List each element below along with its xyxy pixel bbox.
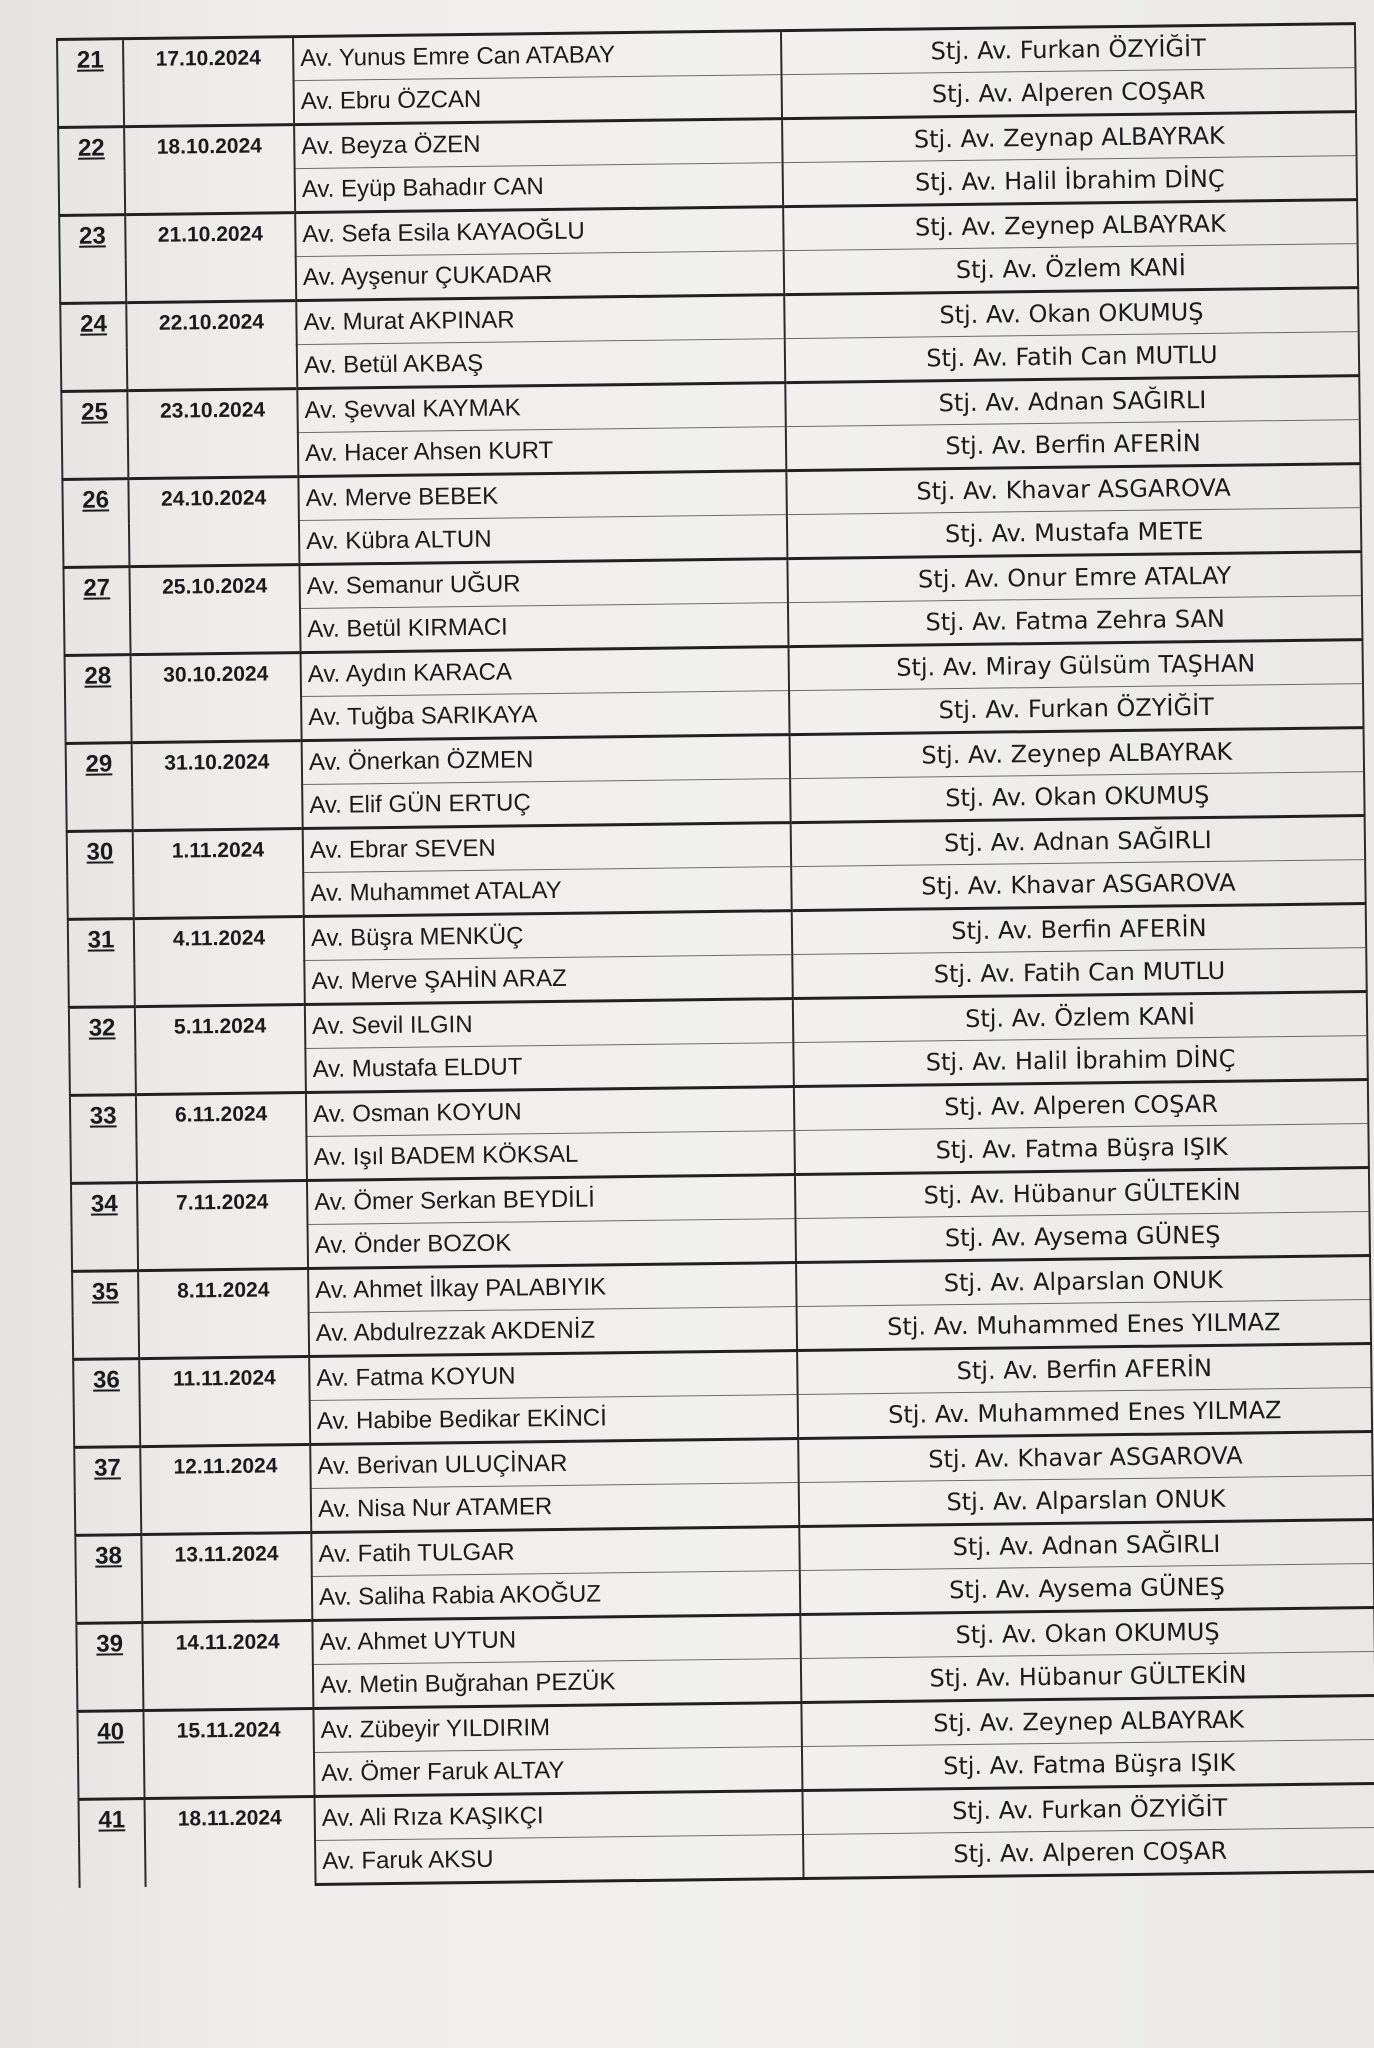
lawyer-name: Av. Eyüp Bahadır CAN xyxy=(295,163,784,213)
row-number: 22 xyxy=(58,127,125,216)
duty-date: 22.10.2024 xyxy=(126,301,297,391)
lawyer-name: Av. Önerkan ÖZMEN xyxy=(302,735,791,785)
lawyer-name: Av. Beyza ÖZEN xyxy=(294,119,783,169)
intern-name: Stj. Av. Alperen COŞAR xyxy=(782,68,1356,119)
duty-table xyxy=(56,22,1374,1889)
intern-name: Stj. Av. Aysema GÜNEŞ xyxy=(795,1212,1369,1263)
intern-name: Stj. Av. Khavar ASGAROVA xyxy=(791,860,1365,911)
row-number: 23 xyxy=(59,215,126,304)
lawyer-name: Av. Kübra ALTUN xyxy=(299,515,788,565)
duty-date: 15.11.2024 xyxy=(143,1708,314,1798)
row-number: 32 xyxy=(69,1007,136,1096)
duty-date: 5.11.2024 xyxy=(135,1005,306,1095)
lawyer-name: Av. Ömer Faruk ALTAY xyxy=(314,1747,803,1797)
row-number: 26 xyxy=(62,479,129,568)
duty-date: 8.11.2024 xyxy=(138,1269,309,1359)
intern-name: Stj. Av. Mustafa METE xyxy=(787,508,1361,559)
intern-name: Stj. Av. Özlem KANİ xyxy=(793,992,1367,1043)
lawyer-name: Av. Nisa Nur ATAMER xyxy=(311,1483,800,1533)
row-number: 41 xyxy=(79,1799,146,1888)
lawyer-name: Av. Metin Buğrahan PEZÜK xyxy=(313,1659,802,1709)
intern-name: Stj. Av. Hübanur GÜLTEKİN xyxy=(795,1168,1369,1219)
lawyer-name: Av. Zübeyir YILDIRIM xyxy=(313,1703,802,1753)
lawyer-name: Av. Merve BEBEK xyxy=(298,471,787,521)
lawyer-name: Av. Büşra MENKÜÇ xyxy=(304,911,793,961)
row-number: 35 xyxy=(72,1271,139,1360)
row-number: 24 xyxy=(60,303,127,392)
lawyer-name: Av. Berivan ULUÇİNAR xyxy=(310,1439,799,1489)
duty-date: 23.10.2024 xyxy=(127,389,298,479)
intern-name: Stj. Av. Onur Emre ATALAY xyxy=(787,552,1361,603)
duty-date: 18.11.2024 xyxy=(145,1796,316,1886)
intern-name: Stj. Av. Özlem KANİ xyxy=(784,244,1358,295)
intern-name: Stj. Av. Adnan SAĞIRLI xyxy=(791,816,1365,867)
lawyer-name: Av. Işıl BADEM KÖKSAL xyxy=(306,1131,795,1181)
lawyer-name: Av. Tuğba SARIKAYA xyxy=(301,691,790,741)
intern-name: Stj. Av. Miray Gülsüm TAŞHAN xyxy=(788,640,1362,691)
intern-name: Stj. Av. Muhammed Enes YILMAZ xyxy=(797,1300,1371,1351)
row-number: 25 xyxy=(61,391,128,480)
lawyer-name: Av. Saliha Rabia AKOĞUZ xyxy=(312,1571,801,1621)
intern-name: Stj. Av. Fatma Büşra IŞIK xyxy=(802,1740,1374,1791)
duty-date: 14.11.2024 xyxy=(142,1620,313,1710)
intern-name: Stj. Av. Zeynep ALBAYRAK xyxy=(801,1696,1374,1747)
row-number: 38 xyxy=(75,1535,142,1624)
lawyer-name: Av. Semanur UĞUR xyxy=(299,559,788,609)
lawyer-name: Av. Merve ŞAHİN ARAZ xyxy=(304,955,793,1005)
lawyer-name: Av. Faruk AKSU xyxy=(315,1835,804,1885)
intern-name: Stj. Av. Berfin AFERİN xyxy=(792,904,1366,955)
lawyer-name: Av. Şevval KAYMAK xyxy=(297,383,786,433)
intern-name: Stj. Av. Adnan SAĞIRLI xyxy=(799,1520,1373,1571)
lawyer-name: Av. Sefa Esila KAYAOĞLU xyxy=(295,207,784,257)
lawyer-name: Av. Ahmet UYTUN xyxy=(312,1615,801,1665)
intern-name: Stj. Av. Alperen COŞAR xyxy=(794,1080,1368,1131)
duty-date: 30.10.2024 xyxy=(131,653,302,743)
intern-name: Stj. Av. Adnan SAĞIRLI xyxy=(785,376,1359,427)
intern-name: Stj. Av. Khavar ASGAROVA xyxy=(798,1432,1372,1483)
row-number: 21 xyxy=(57,39,124,128)
lawyer-name: Av. Hacer Ahsen KURT xyxy=(298,427,787,477)
lawyer-name: Av. Murat AKPINAR xyxy=(296,295,785,345)
row-number: 31 xyxy=(68,919,135,1008)
duty-date: 4.11.2024 xyxy=(134,917,305,1007)
duty-date: 21.10.2024 xyxy=(125,213,296,303)
row-number: 29 xyxy=(66,743,133,832)
duty-date: 11.11.2024 xyxy=(139,1357,310,1447)
intern-name: Stj. Av. Furkan ÖZYİĞİT xyxy=(781,24,1355,75)
row-number: 36 xyxy=(73,1359,140,1448)
row-number: 27 xyxy=(63,567,130,656)
duty-date: 31.10.2024 xyxy=(132,741,303,831)
lawyer-name: Av. Fatma KOYUN xyxy=(309,1351,798,1401)
intern-name: Stj. Av. Fatma Zehra SAN xyxy=(788,596,1362,647)
lawyer-name: Av. Abdulrezzak AKDENİZ xyxy=(309,1307,798,1357)
lawyer-name: Av. Betül KIRMACI xyxy=(300,603,789,653)
intern-name: Stj. Av. Alparslan ONUK xyxy=(799,1476,1373,1527)
lawyer-name: Av. Ömer Serkan BEYDİLİ xyxy=(307,1175,796,1225)
lawyer-name: Av. Ahmet İlkay PALABIYIK xyxy=(308,1263,797,1313)
intern-name: Stj. Av. Furkan ÖZYİĞİT xyxy=(789,684,1363,735)
duty-date: 17.10.2024 xyxy=(123,37,294,127)
intern-name: Stj. Av. Alparslan ONUK xyxy=(796,1256,1370,1307)
lawyer-name: Av. Önder BOZOK xyxy=(308,1219,797,1269)
lawyer-name: Av. Osman KOYUN xyxy=(306,1087,795,1137)
intern-name: Stj. Av. Halil İbrahim DİNÇ xyxy=(783,156,1357,207)
intern-name: Stj. Av. Berfin AFERİN xyxy=(786,420,1360,471)
intern-name: Stj. Av. Okan OKUMUŞ xyxy=(790,772,1364,823)
duty-date: 25.10.2024 xyxy=(129,565,300,655)
lawyer-name: Av. Ali Rıza KAŞIKÇI xyxy=(315,1791,804,1841)
lawyer-name: Av. Aydın KARACA xyxy=(301,647,790,697)
intern-name: Stj. Av. Hübanur GÜLTEKİN xyxy=(801,1652,1374,1703)
row-number: 39 xyxy=(76,1623,143,1712)
lawyer-name: Av. Fatih TULGAR xyxy=(311,1527,800,1577)
lawyer-name: Av. Ebrar SEVEN xyxy=(303,823,792,873)
intern-name: Stj. Av. Aysema GÜNEŞ xyxy=(800,1564,1374,1615)
intern-name: Stj. Av. Okan OKUMUŞ xyxy=(784,288,1358,339)
intern-name: Stj. Av. Zeynep ALBAYRAK xyxy=(790,728,1364,779)
row-number: 33 xyxy=(70,1095,137,1184)
row-number: 28 xyxy=(65,655,132,744)
intern-name: Stj. Av. Muhammed Enes YILMAZ xyxy=(798,1388,1372,1439)
lawyer-name: Av. Betül AKBAŞ xyxy=(297,339,786,389)
duty-date: 7.11.2024 xyxy=(137,1181,308,1271)
intern-name: Stj. Av. Zeynap ALBAYRAK xyxy=(782,112,1356,163)
duty-date: 13.11.2024 xyxy=(141,1532,312,1622)
intern-name: Stj. Av. Alperen COŞAR xyxy=(803,1827,1374,1878)
duty-table-body xyxy=(57,24,1374,1888)
intern-name: Stj. Av. Furkan ÖZYİĞİT xyxy=(802,1783,1374,1834)
duty-date: 1.11.2024 xyxy=(133,829,304,919)
row-number: 40 xyxy=(77,1711,144,1800)
lawyer-name: Av. Habibe Bedikar EKİNCİ xyxy=(310,1395,799,1445)
lawyer-name: Av. Sevil ILGIN xyxy=(305,999,794,1049)
intern-name: Stj. Av. Berfin AFERİN xyxy=(797,1344,1371,1395)
duty-date: 12.11.2024 xyxy=(140,1444,311,1534)
lawyer-name: Av. Mustafa ELDUT xyxy=(305,1043,794,1093)
intern-name: Stj. Av. Fatih Can MUTLU xyxy=(785,332,1359,383)
intern-name: Stj. Av. Okan OKUMUŞ xyxy=(800,1608,1374,1659)
lawyer-name: Av. Yunus Emre Can ATABAY xyxy=(293,31,782,81)
lawyer-name: Av. Ebru ÖZCAN xyxy=(294,75,783,125)
duty-schedule xyxy=(56,22,1374,1889)
lawyer-name: Av. Muhammet ATALAY xyxy=(303,867,792,917)
row-number: 34 xyxy=(71,1183,138,1272)
intern-name: Stj. Av. Zeynep ALBAYRAK xyxy=(783,200,1357,251)
duty-date: 24.10.2024 xyxy=(128,477,299,567)
lawyer-name: Av. Ayşenur ÇUKADAR xyxy=(296,251,785,301)
lawyer-name: Av. Elif GÜN ERTUÇ xyxy=(302,779,791,829)
row-number: 37 xyxy=(74,1447,141,1536)
intern-name: Stj. Av. Khavar ASGAROVA xyxy=(786,464,1360,515)
duty-date: 6.11.2024 xyxy=(136,1093,307,1183)
intern-name: Stj. Av. Fatma Büşra IŞIK xyxy=(794,1124,1368,1175)
intern-name: Stj. Av. Fatih Can MUTLU xyxy=(792,948,1366,999)
duty-date: 18.10.2024 xyxy=(124,125,295,215)
intern-name: Stj. Av. Halil İbrahim DİNÇ xyxy=(793,1036,1367,1087)
row-number: 30 xyxy=(67,831,134,920)
